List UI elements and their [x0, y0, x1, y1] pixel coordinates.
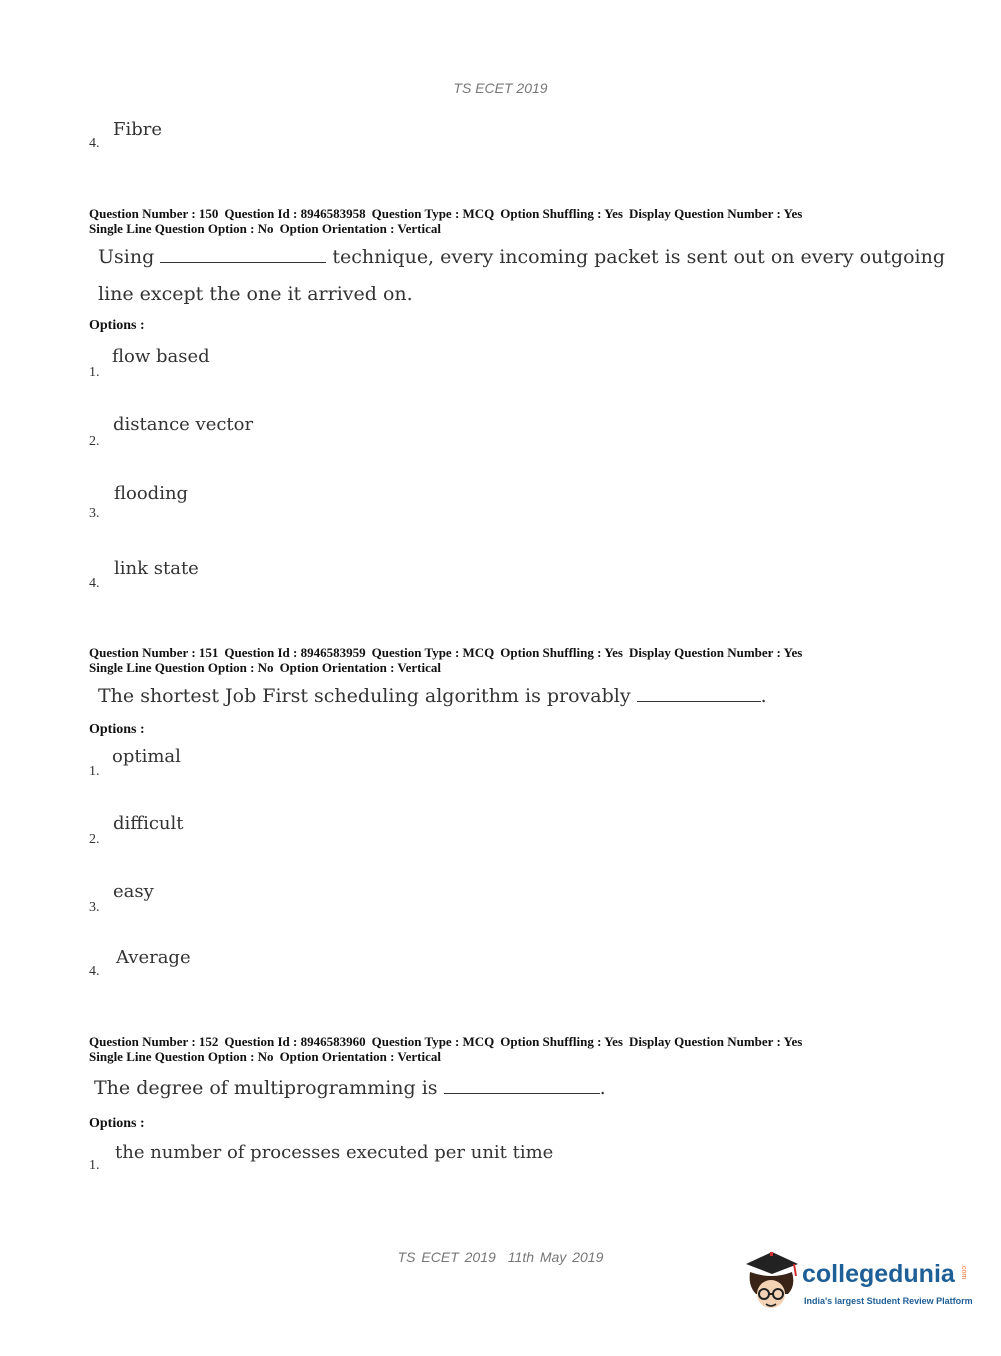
option-number: 1. [89, 365, 100, 380]
page-header: TS ECET 2019 [453, 80, 548, 96]
question-meta [89, 1034, 929, 1064]
answer-blank [160, 248, 326, 263]
option-number: 2. [89, 832, 100, 847]
options-label: Options : [89, 722, 145, 737]
question-text: The degree of multiprogramming is . [94, 1077, 606, 1099]
option-text: difficult [113, 813, 184, 834]
option-number: 4. [89, 576, 100, 591]
option-text: flow based [112, 346, 210, 367]
question-meta-line2: Single Line Question Option : No Option Orientation : Vertical [89, 221, 441, 236]
option-text: flooding [114, 483, 189, 504]
option-text: distance vector [113, 414, 254, 435]
options-label: Options : [89, 1116, 145, 1131]
option-number: 1. [89, 764, 100, 779]
option-text: easy [113, 881, 154, 902]
logo-tagline: India's largest Student Review Platform [804, 1296, 973, 1306]
logo-domain: .com [960, 1264, 967, 1280]
mascot-icon [742, 1250, 802, 1318]
question-meta-line1: Question Number : 152 Question Id : 8946583960 Question Type : MCQ Option Shuffling : Yes Display Question Number : Yes [89, 1034, 803, 1049]
question-meta-line2: Single Line Question Option : No Option Orientation : Vertical [89, 1049, 441, 1064]
option-number: 4. [89, 964, 100, 979]
question-meta-line1: Question Number : 150 Question Id : 8946583958 Question Type : MCQ Option Shuffling : Yes Display Question Number : Yes [89, 206, 803, 221]
option-number: 3. [89, 900, 100, 915]
question-meta [89, 206, 929, 236]
options-label: Options : [89, 318, 145, 333]
question-text: The shortest Job First scheduling algorithm is provably . [98, 685, 767, 707]
logo-wordmark: collegedunia [802, 1260, 955, 1288]
collegedunia-logo [742, 1250, 972, 1318]
option-text: Average [116, 947, 191, 968]
option-number: 4. [89, 136, 100, 151]
option-text: optimal [112, 746, 181, 767]
option-number: 3. [89, 506, 100, 521]
footer-date: 11th May 2019 [507, 1249, 604, 1265]
answer-blank [444, 1079, 600, 1094]
option-text: link state [114, 558, 199, 579]
option-text: Fibre [113, 119, 163, 140]
option-number: 2. [89, 434, 100, 449]
answer-blank [637, 687, 761, 702]
option-text: the number of processes executed per unit time [115, 1142, 554, 1163]
question-meta-line2: Single Line Question Option : No Option Orientation : Vertical [89, 660, 441, 675]
option-number: 1. [89, 1158, 100, 1173]
question-text-line2: line except the one it arrived on. [98, 283, 413, 305]
question-meta [89, 645, 929, 675]
question-meta-line1: Question Number : 151 Question Id : 8946583959 Question Type : MCQ Option Shuffling : Yes Display Question Number : Yes [89, 645, 803, 660]
question-text: Using technique, every incoming packet is sent out on every outgoing [98, 246, 946, 268]
footer-exam: TS ECET 2019 [397, 1249, 496, 1265]
